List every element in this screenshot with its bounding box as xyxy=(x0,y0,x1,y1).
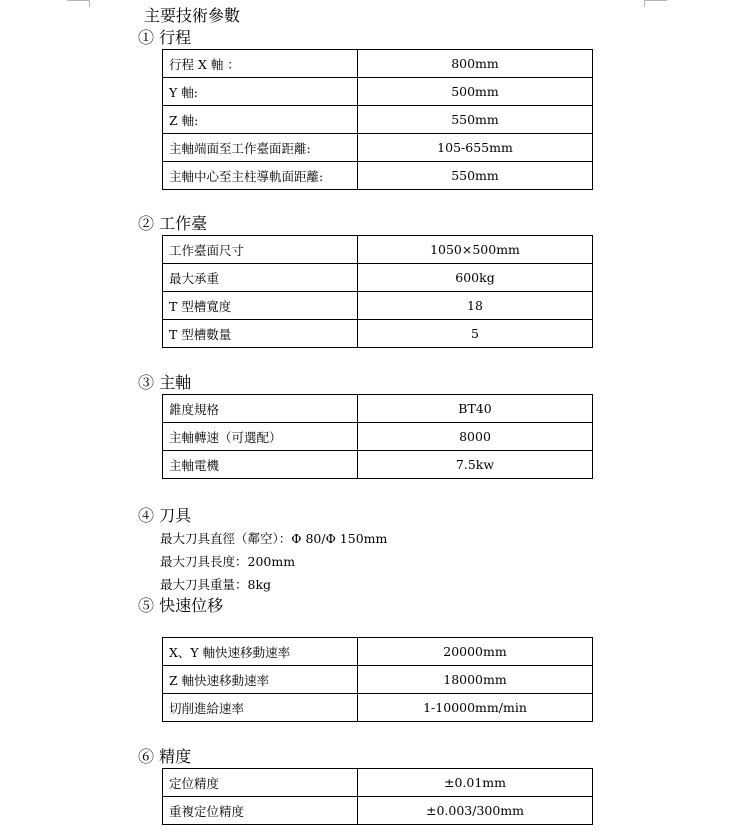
table-row xyxy=(163,694,593,722)
spec-label: 定位精度 xyxy=(163,769,358,797)
spec-value: 800mm xyxy=(358,50,593,78)
spec-label: 主軸電機 xyxy=(163,451,358,479)
table-row xyxy=(163,264,593,292)
spec-label: T 型槽寬度 xyxy=(163,292,358,320)
spec-value: ±0.003/300mm xyxy=(358,797,593,825)
section-accuracy xyxy=(138,746,598,825)
table-row xyxy=(163,797,593,825)
rapid-spec-table xyxy=(162,637,593,722)
table-row xyxy=(163,236,593,264)
table-row xyxy=(163,292,593,320)
table-row xyxy=(163,106,593,134)
spec-value: 18000mm xyxy=(358,666,593,694)
spec-label: 切削進給速率 xyxy=(163,694,358,722)
section-travel xyxy=(138,27,598,190)
spec-value: ±0.01mm xyxy=(358,769,593,797)
spec-label: Y 軸: xyxy=(163,78,358,106)
spec-value: 20000mm xyxy=(358,638,593,666)
spec-label: 錐度規格 xyxy=(163,395,358,423)
spec-value: 18 xyxy=(358,292,593,320)
table-row xyxy=(163,423,593,451)
table-row xyxy=(163,162,593,190)
accuracy-spec-table xyxy=(162,768,593,825)
worktable-spec-table xyxy=(162,235,593,348)
section-heading: ⑥ 精度 xyxy=(138,747,192,766)
table-row xyxy=(163,666,593,694)
spec-value: 500mm xyxy=(358,78,593,106)
spec-value: 1050×500mm xyxy=(358,236,593,264)
tool-spec-line: 最大刀具長度：200mm xyxy=(160,554,296,569)
section-rapid-traverse xyxy=(138,595,598,722)
spec-label: 主軸中心至主柱導軌面距離: xyxy=(163,162,358,190)
page-corner-mark-right xyxy=(644,0,667,7)
section-heading: ① 行程 xyxy=(138,28,192,47)
spec-label: 最大承重 xyxy=(163,264,358,292)
section-heading: ④ 刀具 xyxy=(138,506,192,525)
spec-value: 105-655mm xyxy=(358,134,593,162)
spec-value: 1-10000mm/min xyxy=(358,694,593,722)
section-spindle xyxy=(138,372,598,479)
table-row xyxy=(163,451,593,479)
section-heading: ③ 主軸 xyxy=(138,373,192,392)
section-heading: ② 工作臺 xyxy=(138,214,208,233)
spec-label: 行程 X 軸 ： xyxy=(163,50,358,78)
spec-label: X、Y 軸快速移動速率 xyxy=(163,638,358,666)
spec-label: 工作臺面尺寸 xyxy=(163,236,358,264)
spec-value: 7.5kw xyxy=(358,451,593,479)
spec-value: 5 xyxy=(358,320,593,348)
table-row xyxy=(163,50,593,78)
spec-value: 550mm xyxy=(358,162,593,190)
table-row xyxy=(163,769,593,797)
section-tools xyxy=(138,505,598,596)
spec-label: T 型槽數量 xyxy=(163,320,358,348)
table-row xyxy=(163,134,593,162)
spec-label: Z 軸: xyxy=(163,106,358,134)
table-row xyxy=(163,395,593,423)
travel-spec-table xyxy=(162,49,593,190)
tool-spec-line: 最大刀具直徑（鄰空）：Φ 80/Φ 150mm xyxy=(160,531,388,546)
spec-value: 600kg xyxy=(358,264,593,292)
spec-label: 主軸端面至工作臺面距離: xyxy=(163,134,358,162)
spec-label: 主軸轉速（可選配） xyxy=(163,423,358,451)
spec-value: BT40 xyxy=(358,395,593,423)
spindle-spec-table xyxy=(162,394,593,479)
section-heading: ⑤ 快速位移 xyxy=(138,596,224,615)
document-title: 主要技術參數 xyxy=(144,6,241,25)
spec-value: 550mm xyxy=(358,106,593,134)
spec-label: Z 軸快速移動速率 xyxy=(163,666,358,694)
spec-value: 8000 xyxy=(358,423,593,451)
table-row xyxy=(163,638,593,666)
section-worktable xyxy=(138,213,598,348)
table-row xyxy=(163,78,593,106)
page-corner-mark-left xyxy=(67,0,90,7)
tool-spec-line: 最大刀具重量：8kg xyxy=(160,577,272,592)
spec-label: 重複定位精度 xyxy=(163,797,358,825)
table-row xyxy=(163,320,593,348)
